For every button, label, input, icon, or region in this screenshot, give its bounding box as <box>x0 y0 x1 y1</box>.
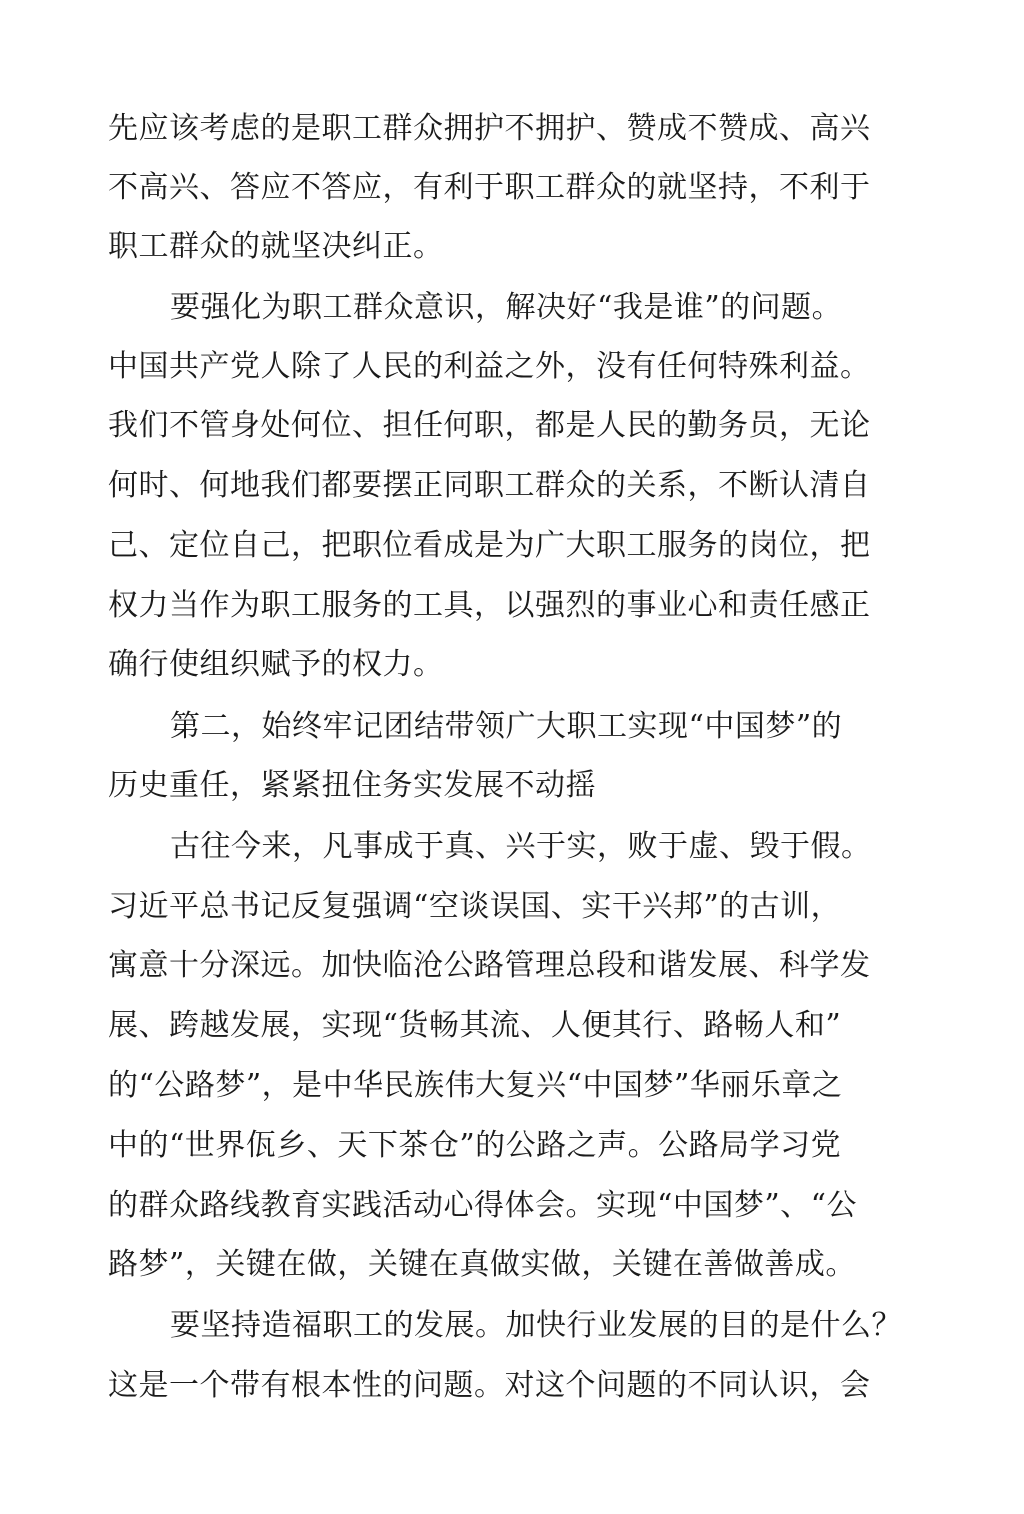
section-heading-line: 历史重任，紧紧扭住务实发展不动摇 <box>108 768 596 803</box>
text-line: 先应该考虑的是职工群众拥护不拥护、赞成不赞成、高兴 <box>108 111 871 146</box>
text-line: 的群众路线教育实践活动心得体会。实现“中国梦”、“公 <box>108 1188 858 1223</box>
text-line: 寓意十分深远。加快临沧公路管理总段和谐发展、科学发 <box>108 948 871 983</box>
text-line: 展、跨越发展，实现“货畅其流、人便其行、路畅人和” <box>108 1008 842 1043</box>
text-line: 确行使组织赋予的权力。 <box>108 647 444 682</box>
text-line: 职工群众的就坚决纠正。 <box>108 229 444 264</box>
text-line: 中国共产党人除了人民的利益之外，没有任何特殊利益。 <box>108 349 871 384</box>
text-line: 不高兴、答应不答应，有利于职工群众的就坚持，不利于 <box>108 170 871 205</box>
text-line: 的“公路梦”，是中华民族伟大复兴“中国梦”华丽乐章之 <box>108 1068 843 1103</box>
text-line: 权力当作为职工服务的工具，以强烈的事业心和责任感正 <box>108 588 871 623</box>
text-line: 何时、何地我们都要摆正同职工群众的关系，不断认清自 <box>108 468 871 503</box>
text-line: 这是一个带有根本性的问题。对这个问题的不同认识，会 <box>108 1368 871 1403</box>
paragraph-start-line: 要强化为职工群众意识，解决好“我是谁”的问题。 <box>170 290 843 325</box>
text-line: 路梦”，关键在做，关键在真做实做，关键在善做善成。 <box>108 1247 856 1282</box>
text-line: 中的“世界佤乡、天下茶仓”的公路之声。公路局学习党 <box>108 1128 842 1163</box>
text-line: 习近平总书记反复强调“空谈误国、实干兴邦”的古训， <box>108 889 842 924</box>
paragraph-start-line: 古往今来，凡事成于真、兴于实，败于虚、毁于假。 <box>170 829 872 864</box>
text-line: 我们不管身处何位、担任何职，都是人民的勤务员，无论 <box>108 408 871 443</box>
section-heading-line: 第二，始终牢记团结带领广大职工实现“中国梦”的 <box>170 709 843 744</box>
text-line: 己、定位自己，把职位看成是为广大职工服务的岗位，把 <box>108 528 871 563</box>
paragraph-start-line: 要坚持造福职工的发展。加快行业发展的目的是什么？ <box>170 1308 902 1343</box>
